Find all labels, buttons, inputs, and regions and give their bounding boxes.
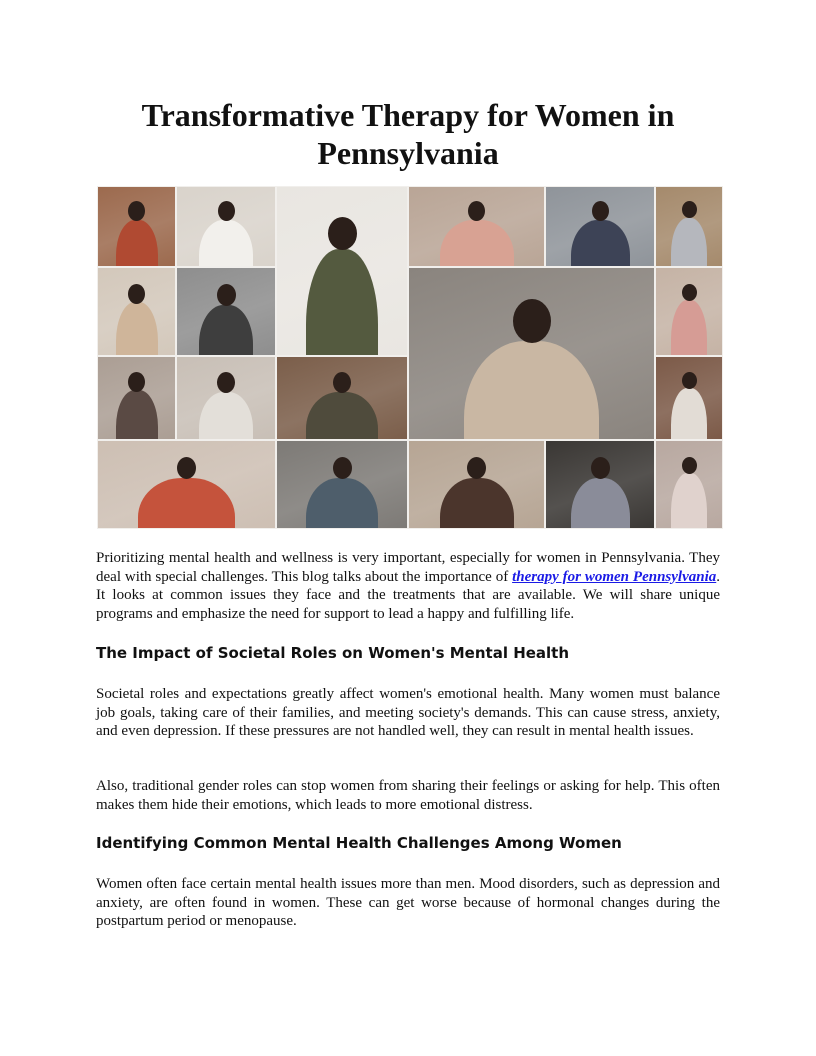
- figure-body: [440, 478, 514, 528]
- figure-body: [116, 302, 158, 355]
- photo-woman-curly-hair-eyes-closed: [98, 441, 275, 528]
- therapy-link[interactable]: therapy for women Pennsylvania: [512, 568, 717, 585]
- figure-body: [138, 478, 235, 528]
- photo-woman-profile-light: [177, 357, 275, 439]
- common-challenges-paragraph: Women often face certain mental health issues more than men. Mood disorders, such as depression and anxiety, are often found in women. These can get worse because of hormonal changes during the postpartum period or menopause.: [96, 876, 720, 929]
- societal-roles-paragraph-1: Societal roles and expectations greatly affect women's emotional health. Many women must balance job goals, taking care of their families, and meeting society's demands. This can cause stress, anxiety, and even depression. If these pressures are not handled well, they can result in mental health issues.: [96, 686, 720, 739]
- figure-body: [199, 392, 253, 439]
- figure-body: [199, 220, 253, 266]
- figure-head: [333, 457, 352, 479]
- figure-body: [571, 478, 630, 528]
- figure-head: [467, 457, 486, 479]
- figure-head: [128, 284, 145, 304]
- figure-head: [682, 284, 697, 301]
- figure-head: [217, 284, 236, 306]
- figure-body: [440, 220, 514, 266]
- photo-keyboard-on-blanket: [177, 268, 275, 355]
- page-title: Transformative Therapy for Women in Pennsylvania: [141, 97, 675, 171]
- figure-head: [333, 372, 351, 393]
- photo-woman-white-top-chair: [656, 357, 722, 439]
- photo-woman-floral-jacket-smiling: [546, 441, 654, 528]
- photo-woman-red-sweater-seated: [98, 187, 175, 266]
- figure-head: [177, 457, 196, 479]
- figure-head: [468, 201, 485, 221]
- photo-women-sitting-window: [98, 357, 175, 439]
- photo-woman-green-sweater-portrait: [277, 187, 407, 355]
- photo-two-women-conversation: [409, 441, 544, 528]
- figure-body: [671, 473, 707, 528]
- figure-head: [128, 372, 145, 392]
- photo-women-talking-couch: [277, 441, 407, 528]
- intro-text-before-link: Prioritizing mental health and wellness is very important, especially for women in Pennsylvania. They deal with special challenges. This blog talks about the importance of: [96, 550, 720, 585]
- figure-head: [328, 217, 357, 250]
- figure-head: [218, 201, 235, 221]
- figure-body: [671, 388, 707, 439]
- figure-head: [592, 201, 609, 221]
- societal-roles-paragraph-2: Also, traditional gender roles can stop women from sharing their feelings or asking for help. This often makes them hide their emotions, which leads to more emotional distress.: [96, 778, 720, 813]
- figure-body: [671, 300, 707, 355]
- figure-head: [128, 201, 145, 221]
- photo-group-therapy-session: [277, 357, 407, 439]
- photo-woman-crosslegged-window: [546, 187, 654, 266]
- figure-body: [116, 220, 158, 266]
- figure-body: [306, 249, 378, 355]
- figure-head: [217, 372, 235, 393]
- figure-body: [671, 218, 707, 266]
- figure-head: [682, 372, 697, 389]
- figure-head: [682, 201, 697, 218]
- figure-body: [306, 478, 378, 528]
- photo-woman-pink-top-meditating: [656, 268, 722, 355]
- figure-body: [199, 305, 253, 355]
- photo-woman-grey-hoodie-seated: [656, 187, 722, 266]
- figure-head: [682, 457, 697, 474]
- figure-body: [116, 390, 158, 439]
- figure-head: [591, 457, 610, 479]
- intro-paragraph: [96, 549, 720, 623]
- figure-head: [513, 299, 551, 343]
- intro-text-after-link: . It looks at common issues they face and the treatments that are available. We will share unique programs and emphasize the need for support to lead a happy and fulfilling life.: [96, 568, 720, 622]
- header-photo-collage: [97, 186, 723, 529]
- section-heading-common-challenges: Identifying Common Mental Health Challenges Among Women: [96, 834, 622, 852]
- photo-woman-meditating-floor-center: [409, 268, 654, 439]
- figure-body: [306, 392, 378, 439]
- section-heading-societal-roles: The Impact of Societal Roles on Women's Mental Health: [96, 644, 570, 662]
- photo-women-embrace-support: [656, 441, 722, 528]
- figure-body: [571, 220, 630, 266]
- photo-woman-white-shirt-sofa: [177, 187, 275, 266]
- figure-body: [464, 341, 599, 439]
- photo-woman-pink-sweater-floor: [409, 187, 544, 266]
- photo-woman-beige-cardigan-seated: [98, 268, 175, 355]
